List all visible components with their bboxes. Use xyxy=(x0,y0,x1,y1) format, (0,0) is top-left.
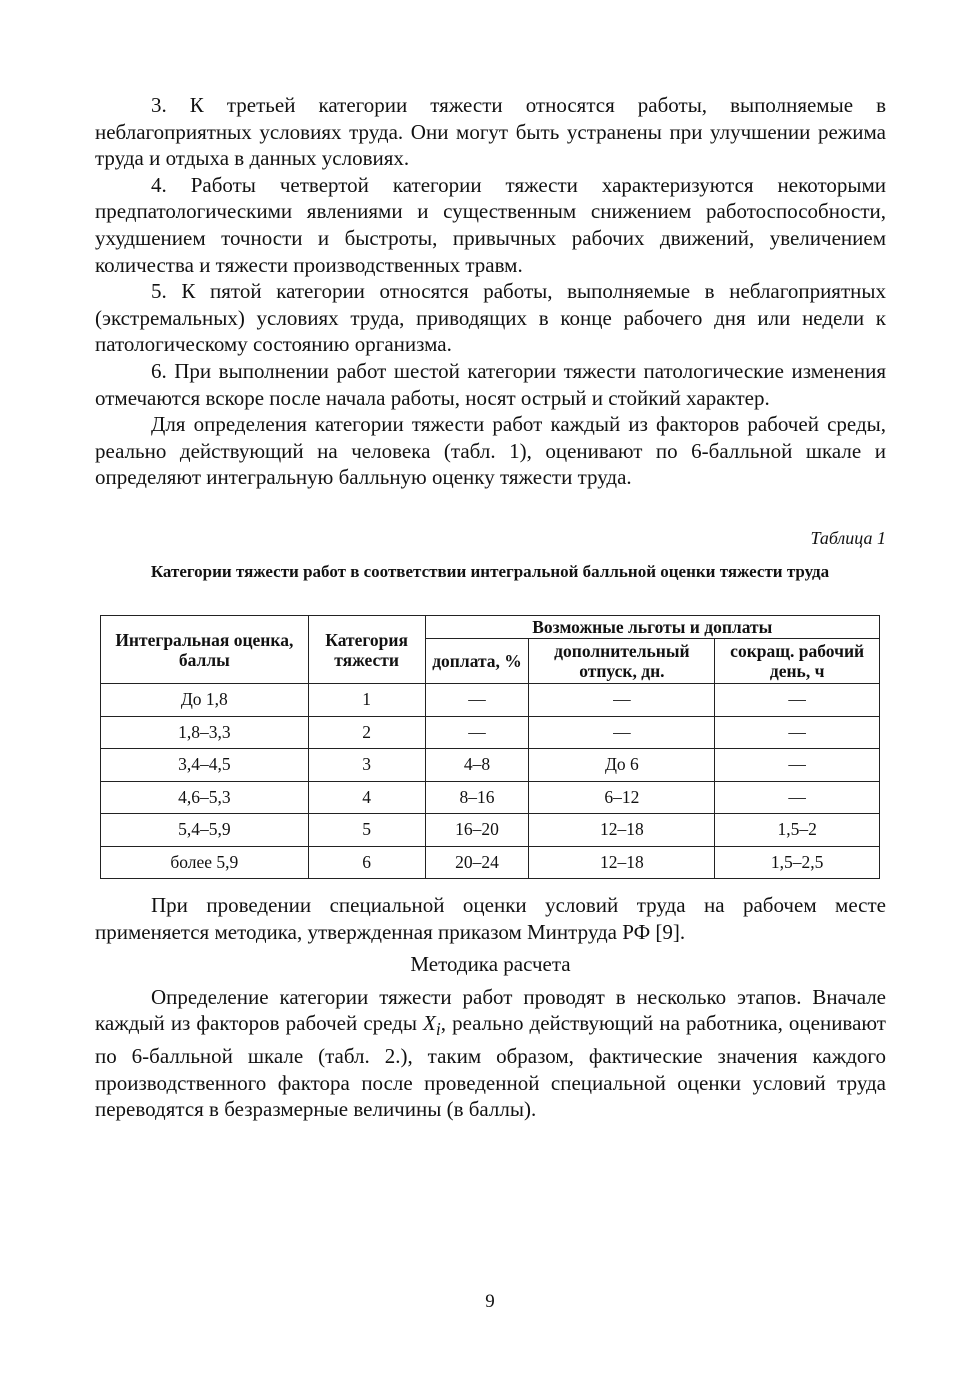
method-text-part2: , реально действующий на работника, оценивают по 6-балльной шкале (табл. 2.), таким образом, фактические значения каждого производственного фактора после проведенной специальной оценки условий труда переводятся в безразмерные величины (в баллы). xyxy=(95,1011,886,1122)
cell-shortened-day: — xyxy=(715,684,880,717)
cell-score: 4,6–5,3 xyxy=(101,781,309,814)
method-heading: Методика расчета xyxy=(410,952,571,977)
table-row xyxy=(101,814,880,847)
cell-category: 2 xyxy=(308,716,425,749)
cell-category: 4 xyxy=(308,781,425,814)
header-surcharge: доплата, % xyxy=(425,639,529,684)
cell-shortened-day: — xyxy=(715,781,880,814)
paragraph-category-6: 6. При выполнении работ шестой категории тяжести патологические изменения отмечаются вскоре после начала работы, носят острый и стойкий характер. xyxy=(95,358,886,410)
cell-leave: — xyxy=(529,716,715,749)
cell-category: 1 xyxy=(308,684,425,717)
cell-leave: До 6 xyxy=(529,749,715,782)
table-row xyxy=(101,846,880,879)
table-row xyxy=(101,749,880,782)
cell-score: До 1,8 xyxy=(101,684,309,717)
paragraph-special-assessment: При проведении специальной оценки условий труда на рабочем месте применяется методика, утвержденная приказом Минтруда РФ [9]. xyxy=(95,893,886,944)
table-row xyxy=(101,716,880,749)
cell-score: 3,4–4,5 xyxy=(101,749,309,782)
intro-text-block xyxy=(95,92,886,491)
cell-score: 5,4–5,9 xyxy=(101,814,309,847)
severity-categories-table xyxy=(100,615,880,879)
cell-shortened-day: — xyxy=(715,716,880,749)
table-row xyxy=(101,781,880,814)
cell-surcharge: 16–20 xyxy=(425,814,529,847)
method-text-part1: Определение категории тяжести работ проводят в несколько этапов. Вначале каждый из факторов рабочей среды xyxy=(95,984,886,1036)
paragraph-category-5: 5. К пятой категории относятся работы, выполняемые в неблагоприятных (экстремальных) условиях труда, приводящих в конце рабочего дня или недели к патологическому состоянию организма. xyxy=(95,279,886,357)
cell-shortened-day: 1,5–2 xyxy=(715,814,880,847)
cell-shortened-day: — xyxy=(715,749,880,782)
cell-score: 1,8–3,3 xyxy=(101,716,309,749)
cell-category: 5 xyxy=(308,814,425,847)
paragraph-category-3: 3. К третьей категории тяжести относятся работы, выполняемые в неблагоприятных условиях труда. Они могут быть устранены при улучшении режима труда и отдыха в данных условиях. xyxy=(95,93,886,171)
header-shortened-day: сокращ. рабочий день, ч xyxy=(715,639,880,684)
cell-surcharge: — xyxy=(425,716,529,749)
cell-surcharge: — xyxy=(425,684,529,717)
header-benefits: Возможные льготы и доплаты xyxy=(425,616,879,639)
cell-score: более 5,9 xyxy=(101,846,309,879)
header-integral-score: Интегральная оценка, баллы xyxy=(101,616,309,684)
cell-surcharge: 8–16 xyxy=(425,781,529,814)
cell-leave: 12–18 xyxy=(529,846,715,879)
variable-x: X xyxy=(423,1011,436,1036)
variable-subscript: i xyxy=(435,1019,441,1040)
header-severity-category: Категория тяжести xyxy=(308,616,425,684)
paragraph-method-steps xyxy=(95,984,886,1123)
paragraph-assessment-method: Для определения категории тяжести работ каждый из факторов рабочей среды, реально действующий на человека (табл. 1), оценивают по 6-балльной шкале и определяют интегральную балльную оценку тяжести труда. xyxy=(95,412,886,490)
cell-shortened-day: 1,5–2,5 xyxy=(715,846,880,879)
cell-surcharge: 4–8 xyxy=(425,749,529,782)
cell-category: 6 xyxy=(308,846,425,879)
cell-surcharge: 20–24 xyxy=(425,846,529,879)
table-title: Категории тяжести работ в соответствии интегральной балльной оценки тяжести труда xyxy=(150,562,830,581)
header-additional-leave: дополнительный отпуск, дн. xyxy=(529,639,715,684)
table-label: Таблица 1 xyxy=(810,528,886,548)
page-number: 9 xyxy=(485,1291,495,1312)
method-text-block xyxy=(95,892,886,1123)
cell-leave: — xyxy=(529,684,715,717)
table-row xyxy=(101,684,880,717)
cell-category: 3 xyxy=(308,749,425,782)
paragraph-category-4: 4. Работы четвертой категории тяжести характеризуются некоторыми предпатологическими явлениями и существенным снижением работоспособности, ухудшением точности и быстроты, привычных рабочих движений, увеличением количества и тяжести производственных травм. xyxy=(95,172,886,277)
cell-leave: 6–12 xyxy=(529,781,715,814)
cell-leave: 12–18 xyxy=(529,814,715,847)
